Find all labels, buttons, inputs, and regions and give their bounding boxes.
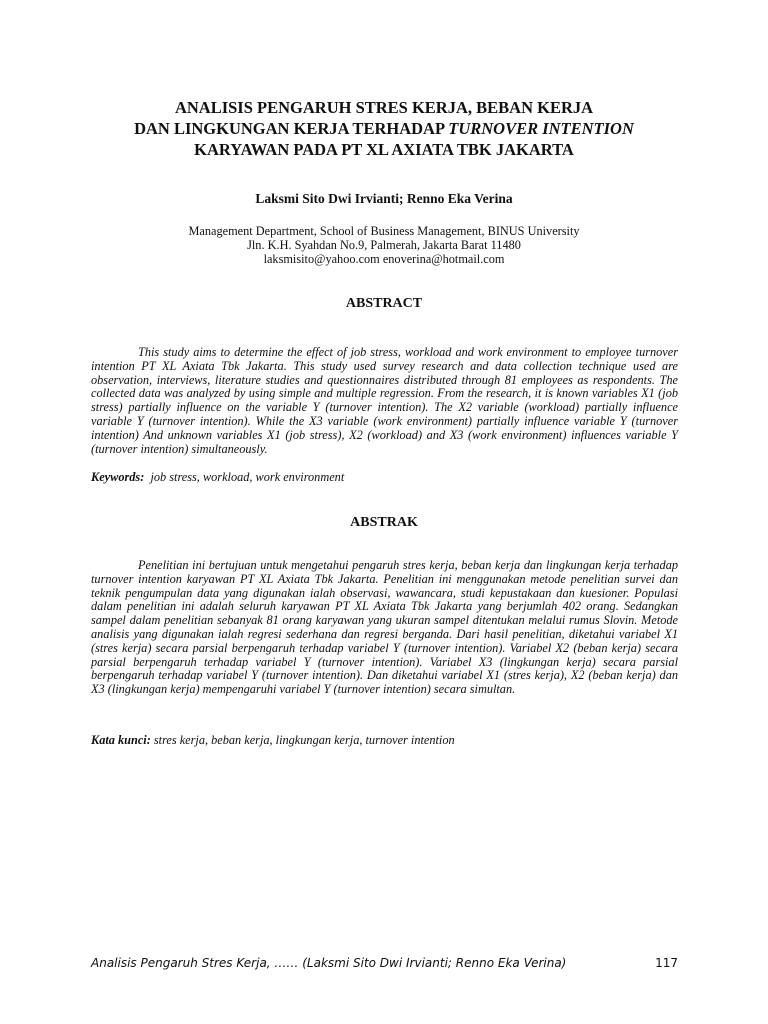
abstrak-body: Penelitian ini bertujuan untuk mengetahui pengaruh stres kerja, beban kerja dan lingkungan kerja terhadap turnover intention karyawan PT XL Axiata Tbk Jakarta. Penelitian ini menggunakan metode penelitian survei dan teknik pengumpulan data yang digunakan ialah observasi, wawancara, studi kepustakaan dan kuesioner. Populasi dalam penelitian ini adalah seluruh karyawan PT XL Axiata Tbk Jakarta yang berjumlah 402 orang. Sedangkan sampel dalam penelitian sebanyak 81 orang karyawan yang ukuran sampel ditentukan melalui rumus Slovin. Metode analisis yang digunakan ialah regresi sederhana dan regresi berganda. Dari hasil penelitian, diketahui variabel X1 (stres kerja) secara parsial berpengaruh terhadap variabel Y (turnover intention). Variabel X2 (beban kerja) secara parsial berpengaruh terhadap variabel Y (turnover intention). Variabel X3 (lingkungan kerja) secara parsial berpengaruh terhadap variabel Y (turnover intention). Dan diketahui variabel X1 (stres kerja), X2 (beban kerja) dan X3 (lingkungan kerja) mempengaruhi variabel Y (turnover intention) secara simultan. [91, 558, 678, 697]
title-line-1: ANALISIS PENGARUH STRES KERJA, BEBAN KERJA [174, 98, 594, 117]
keywords [91, 470, 678, 485]
keywords-label: Keywords: [91, 470, 145, 484]
title-line-2-text: DAN LINGKUNGAN KERJA TERHADAP [134, 119, 449, 138]
title-line-3: KARYAWAN PADA PT XL AXIATA TBK JAKARTA [194, 140, 574, 159]
keywords-text: job stress, workload, work environment [150, 470, 345, 484]
paper-title [80, 97, 688, 160]
affiliation [80, 224, 688, 266]
affiliation-address: Jln. K.H. Syahdan No.9, Palmerah, Jakarta Barat 11480 [247, 238, 521, 252]
authors: Laksmi Sito Dwi Irvianti; Renno Eka Verina [255, 191, 513, 206]
kata-kunci [91, 733, 678, 748]
affiliation-department: Management Department, School of Business Management, BINUS University [188, 224, 580, 238]
kata-kunci-text: stres kerja, beban kerja, lingkungan kerja, turnover intention [153, 733, 455, 747]
title-line-2 [80, 118, 688, 139]
kata-kunci-label: Kata kunci: [91, 733, 151, 747]
page-number: 117 [655, 956, 678, 970]
affiliation-emails: laksmisito@yahoo.com enoverina@hotmail.com [263, 252, 505, 266]
abstract-heading: ABSTRACT [345, 296, 423, 311]
abstrak-heading: ABSTRAK [350, 515, 418, 530]
title-italic-term: TURNOVER INTENTION [448, 119, 634, 138]
abstract-body: This study aims to determine the effect of job stress, workload and work environment to employee turnover intention PT XL Axiata Tbk Jakarta. This study used survey research and data collection technique used are observation, interviews, literature studies and questionnaires distributed through 81 employees as respondents. The collected data was analyzed by using simple and multiple regression. From the research, it is known variables X1 (job stress) partially influence on the variable Y (turnover intention). The X2 variable (workload) partially influence variable Y (turnover intention). While the X3 variable (work environment) partially influence variable Y (turnover intention) And unknown variables X1 (job stress), X2 (workload) and X3 (work environment) influences variable Y (turnover intention) simultaneously. [91, 345, 678, 456]
running-head: Analisis Pengaruh Stres Kerja, …… (Laksmi Sito Dwi Irvianti; Renno Eka Verina) [91, 956, 567, 970]
